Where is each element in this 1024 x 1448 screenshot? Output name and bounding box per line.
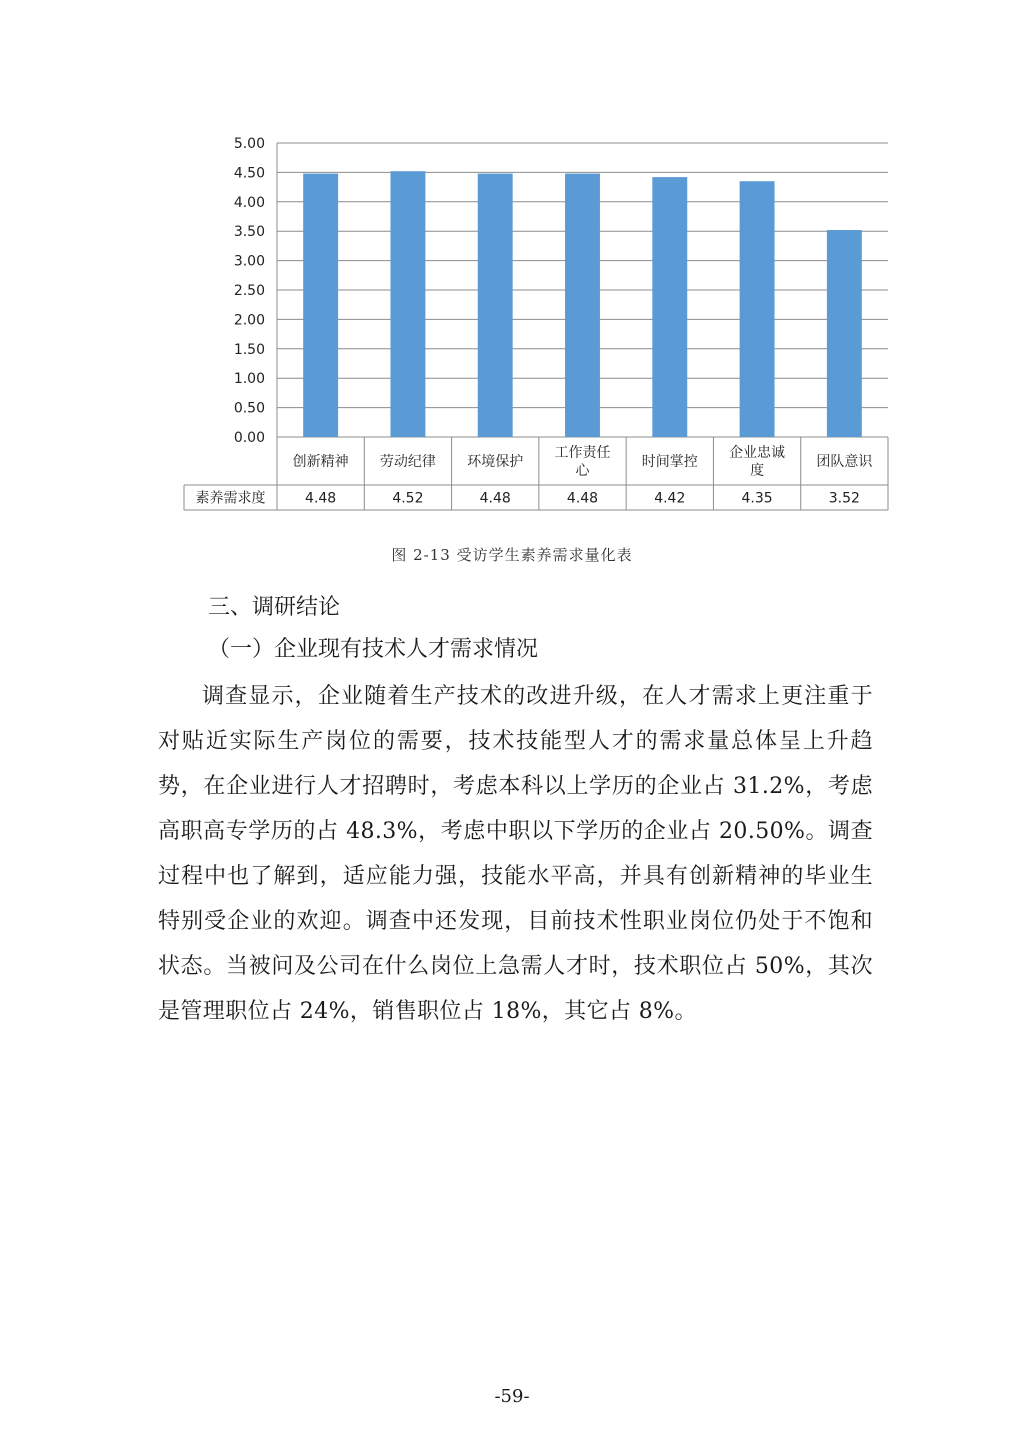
y-tick-label: 3.50 [233,224,265,241]
page-number: -59- [494,1386,530,1407]
category-label: 心 [575,463,590,479]
body-paragraph: 调查显示，企业随着生产技术的改进升级，在人才需求上更注重于对贴近实际生产岗位的需要，技术技能型人才的需求量总体呈上升趋势，在企业进行人才招聘时，考虑本科以上学历的企业占 31.2%，考虑高职高专学历的占 48.3%，考虑中职以下学历的企业占 20.50%。调查过程中也了解到，适应能力强，技能水平高，并具有创新精神的毕业生特别受企业的欢迎。调查中还发现，目前技术性职业岗位仍处于不饱和状态。当被问及公司在什么岗位上急需人才时，技术职位占 50%，其次是管理职位占 24%，销售职位占 18%，其它占 8%。 [158,684,873,1024]
category-label: 创新精神 [292,454,349,470]
bar [740,181,775,437]
data-value-label: 4.48 [566,490,599,507]
category-label: 劳动纪律 [379,454,436,470]
data-value-label: 4.48 [479,490,511,507]
y-tick-label: 4.00 [233,194,265,211]
category-label: 工作责任 [554,445,611,461]
y-tick-label: 0.00 [233,430,265,446]
category-label: 时间掌控 [641,454,698,470]
data-value-label: 4.35 [741,490,773,507]
y-tick-label: 4.50 [233,165,265,182]
series-name: 素养需求度 [195,490,266,507]
category-label: 团队意识 [816,454,873,470]
figure-caption: 图 2-13 受访学生素养需求量化表 [391,546,633,564]
section-heading: 三、调研结论 [208,595,341,620]
bar [478,174,513,437]
data-value-label: 4.42 [654,490,686,507]
y-tick-label: 2.00 [233,312,265,329]
category-label: 环境保护 [467,454,524,470]
sub-heading: （一）企业现有技术人才需求情况 [208,637,539,662]
data-value-label: 3.52 [828,490,860,507]
y-tick-label: 2.50 [233,283,265,299]
data-value-label: 4.48 [305,490,337,507]
bar [652,177,687,437]
bar-chart [0,0,1024,530]
bar [303,174,338,437]
data-value-label: 4.52 [392,490,424,507]
bar [827,230,862,437]
chart-bars [303,171,862,437]
y-tick-label: 1.50 [233,341,265,358]
bar [565,174,600,437]
y-tick-label: 3.00 [233,253,265,270]
y-tick-label: 1.00 [233,371,265,388]
y-tick-label: 5.00 [233,136,265,152]
y-tick-label: 0.50 [233,400,265,417]
bar [390,171,425,437]
category-label: 企业忠诚 [729,445,786,461]
category-label: 度 [750,463,765,479]
